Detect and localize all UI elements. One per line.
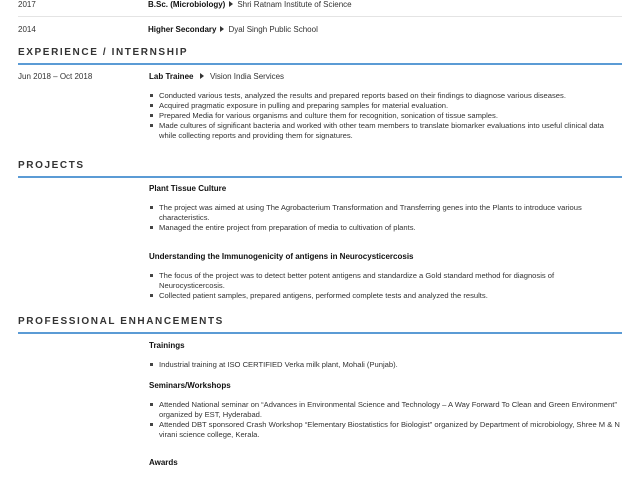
section-underline: [18, 63, 622, 65]
triangle-separator-icon: [229, 1, 233, 7]
education-row: [18, 25, 622, 35]
project-bullets: [149, 271, 622, 301]
project-entry: [149, 184, 622, 233]
row-divider: [18, 16, 622, 17]
enhancement-group: [149, 381, 622, 440]
bullet-item: Industrial training at ISO CERTIFIED Verka milk plant, Mohali (Punjab).: [149, 360, 622, 370]
bullet-item: Conducted various tests, analyzed the results and prepared reports based on their findings to diagnose various diseases.: [149, 91, 622, 101]
projects-section-header: [18, 160, 622, 178]
section-title: PROJECTS: [18, 160, 85, 171]
triangle-separator-icon: [200, 73, 204, 79]
bullet-item: Collected patient samples, prepared antigens, performed complete tests and analyzed the results.: [149, 291, 622, 301]
project-title: Plant Tissue Culture: [149, 184, 227, 193]
bullet-item: The project was aimed at using The Agrobacterium Transformation and Transferring genes into the Plants to introduce various characteristics.: [149, 203, 622, 223]
experience-date: Jun 2018 – Oct 2018: [18, 72, 93, 81]
section-title: EXPERIENCE / INTERNSHIP: [18, 47, 189, 58]
project-bullets: [149, 203, 622, 233]
group-bullets: [149, 360, 622, 370]
education-year: 2014: [18, 25, 36, 34]
bullet-item: Acquired pragmatic exposure in pulling and preparing samples for material evaluation.: [149, 101, 622, 111]
triangle-separator-icon: [220, 26, 224, 32]
education-degree: Higher Secondary: [148, 25, 217, 34]
bullet-item: Attended DBT sponsored Crash Workshop “Elementary Biostatistics for Biologist” organized by Department of microbiology, Shree M & N virani science college, Kerala.: [149, 420, 622, 440]
education-school: Dyal Singh Public School: [228, 25, 318, 34]
bullet-item: Attended National seminar on “Advances in Environmental Science and Technology – A Way Forward To Clean and Green Environment” organized by EST, Hyderabad.: [149, 400, 622, 420]
enhancement-group: [149, 341, 622, 370]
education-year: 2017: [18, 0, 36, 9]
group-title: Trainings: [149, 341, 185, 350]
section-title: PROFESSIONAL ENHANCEMENTS: [18, 316, 224, 327]
bullet-item: The focus of the project was to detect better potent antigens and standardize a Gold standard method for diagnosis of Neurocysticercosis.: [149, 271, 622, 291]
education-degree: B.Sc. (Microbiology): [148, 0, 226, 9]
bullet-item: Prepared Media for various organisms and culture them for recognition, sonication of tissue samples.: [149, 111, 622, 121]
section-underline: [18, 332, 622, 334]
project-title: Understanding the Immunogenicity of antigens in Neurocysticercosis: [149, 252, 414, 261]
project-entry: [149, 252, 622, 301]
experience-company: Vision India Services: [209, 72, 285, 81]
enhancements-section-header: [18, 316, 622, 334]
experience-section-header: [18, 47, 622, 65]
group-title: Seminars/Workshops: [149, 381, 231, 390]
group-title: Awards: [149, 458, 178, 467]
section-underline: [18, 176, 622, 178]
group-bullets: [149, 400, 622, 440]
enhancement-group: [149, 458, 622, 468]
experience-entry: [149, 72, 622, 141]
education-row: [18, 0, 622, 10]
bullet-item: Made cultures of significant bacteria and worked with other team members to translate biomarker evaluations into useful clinical data while collecting reports and providing them for signatures.: [149, 121, 622, 141]
experience-role: Lab Trainee: [149, 72, 194, 81]
education-school: Shri Ratnam Institute of Science: [237, 0, 352, 9]
experience-bullets: [149, 91, 622, 141]
bullet-item: Managed the entire project from preparation of media to cultivation of plants.: [149, 223, 622, 233]
